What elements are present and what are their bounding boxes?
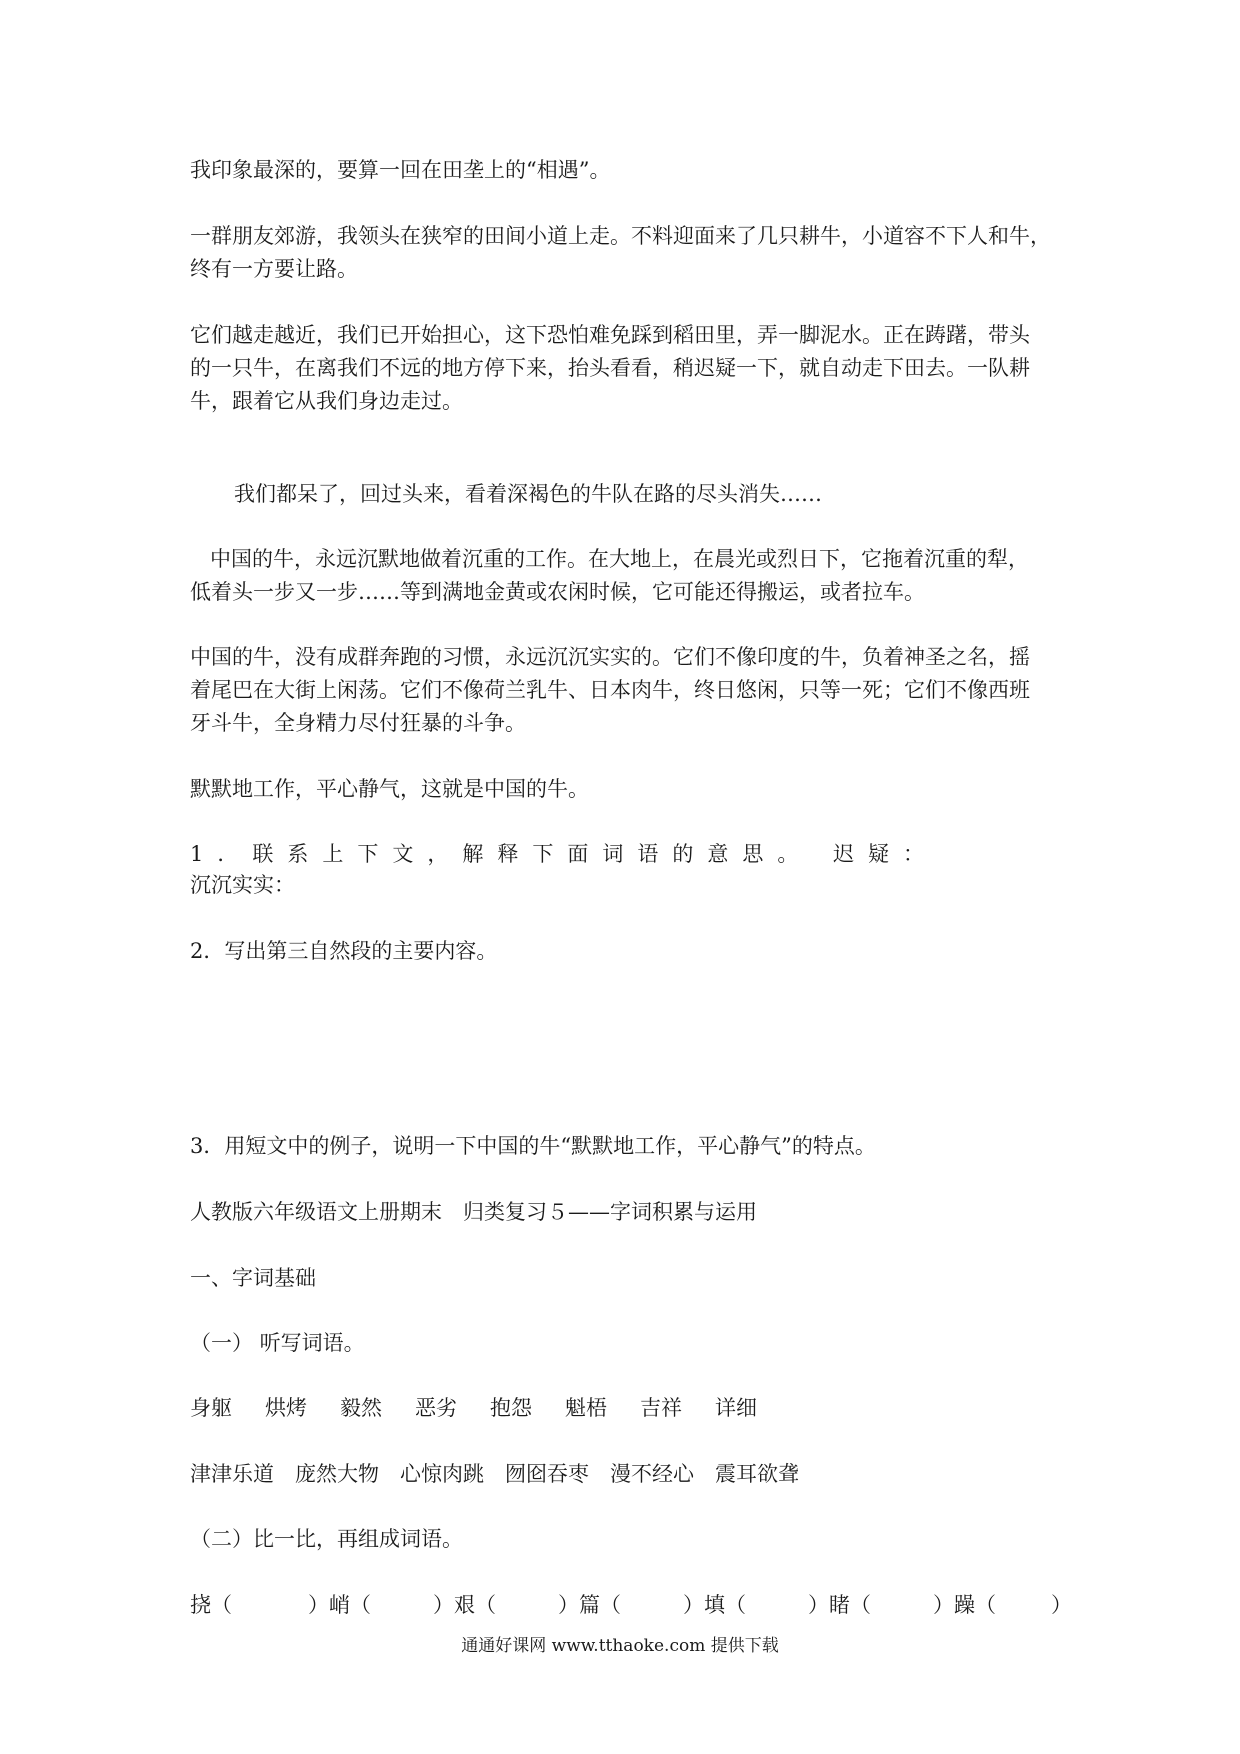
subsection-compare: （二）比一比，再组成词语。 — [190, 1527, 463, 1551]
question-1-prompt: 1．联系上下文，解释下面词语的意思。 迟疑： — [190, 842, 939, 866]
passage-paragraph-6-line-1: 中国的牛，没有成群奔跑的习惯，永远沉沉实实的。它们不像印度的牛，负着神圣之名，摇 — [190, 645, 1030, 669]
blank-char: 挠（ — [190, 1593, 232, 1617]
word: 魁梧 — [565, 1396, 607, 1420]
word: 抱怨 — [490, 1396, 532, 1420]
passage-paragraph-6-line-3: 牙斗牛，全身精力尽付狂暴的斗争。 — [190, 711, 526, 735]
word: 身躯 — [190, 1396, 232, 1420]
idiom: 心惊肉跳 — [400, 1462, 484, 1486]
word: 恶劣 — [415, 1396, 457, 1420]
blank-char: ）填（ — [683, 1593, 746, 1617]
word: 吉祥 — [640, 1396, 682, 1420]
passage-paragraph-4: 我们都呆了，回过头来，看着深褐色的牛队在路的尽头消失…… — [234, 482, 822, 506]
idiom: 囫囵吞枣 — [505, 1462, 589, 1486]
page-footer: 通通好课网 www.tthaoke.com 提供下载 — [461, 1636, 779, 1656]
passage-paragraph-3-line-2: 的一只牛，在离我们不远的地方停下来，抬头看看，稍迟疑一下，就自动走下田去。一队耕 — [190, 356, 1030, 380]
idiom: 震耳欲聋 — [715, 1462, 799, 1486]
idiom: 庞然大物 — [295, 1462, 379, 1486]
blank-char: ） — [1051, 1593, 1072, 1617]
subsection-dictation: （一） 听写词语。 — [190, 1331, 365, 1355]
dictation-word-list-2 — [190, 1458, 799, 1491]
question-1-second-term: 沉沉实实： — [190, 873, 295, 897]
passage-paragraph-6-line-2: 着尾巴在大街上闲荡。它们不像荷兰乳牛、日本肉牛，终日悠闲，只等一死；它们不像西班 — [190, 678, 1030, 702]
blank-char: ）峭（ — [308, 1593, 371, 1617]
blank-char: ）艰（ — [433, 1593, 496, 1617]
blank-char: ）睹（ — [808, 1593, 871, 1617]
question-3: 3．用短文中的例子，说明一下中国的牛“默默地工作，平心静气”的特点。 — [190, 1134, 876, 1158]
word: 毅然 — [340, 1396, 382, 1420]
section-heading-basics: 一、字词基础 — [190, 1266, 316, 1290]
passage-paragraph-3-line-1: 它们越走越近，我们已开始担心，这下恐怕难免踩到稻田里，弄一脚泥水。正在踌躇，带头 — [190, 323, 1030, 347]
passage-paragraph-2-line-1: 一群朋友郊游，我领头在狭窄的田间小道上走。不料迎面来了几只耕牛，小道容不下人和牛， — [190, 224, 1051, 248]
dictation-word-list-1 — [190, 1392, 757, 1425]
passage-paragraph-7: 默默地工作，平心静气，这就是中国的牛。 — [190, 777, 589, 801]
passage-paragraph-1: 我印象最深的，要算一回在田垄上的“相遇”。 — [190, 158, 611, 182]
word: 详细 — [715, 1396, 757, 1420]
blank-char: ）篇（ — [558, 1593, 621, 1617]
blank-char: ）躁（ — [933, 1593, 996, 1617]
word: 烘烤 — [265, 1396, 307, 1420]
idiom: 津津乐道 — [190, 1462, 274, 1486]
compare-fill-blanks — [190, 1589, 1072, 1622]
passage-paragraph-5-line-1: 中国的牛，永远沉默地做着沉重的工作。在大地上，在晨光或烈日下，它拖着沉重的犁， — [210, 547, 1029, 571]
passage-paragraph-5-line-2: 低着头一步又一步……等到满地金黄或农闲时候，它可能还得搬运，或者拉车。 — [190, 580, 925, 604]
idiom: 漫不经心 — [610, 1462, 694, 1486]
question-2: 2．写出第三自然段的主要内容。 — [190, 939, 498, 963]
review-title: 人教版六年级语文上册期末 归类复习５——字词积累与运用 — [190, 1200, 757, 1224]
passage-paragraph-3-line-3: 牛，跟着它从我们身边走过。 — [190, 389, 463, 413]
passage-paragraph-2-line-2: 终有一方要让路。 — [190, 257, 358, 281]
